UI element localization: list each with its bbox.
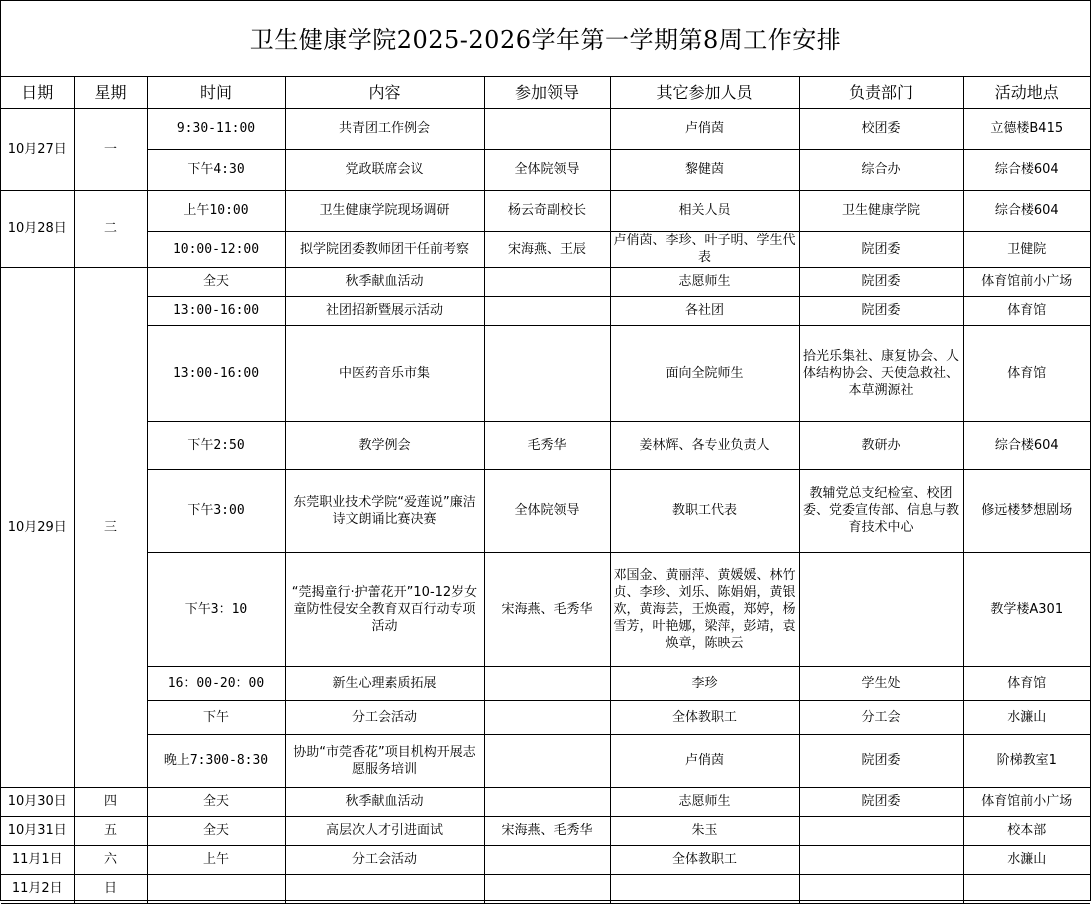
others-cell: 面向全院师生 bbox=[610, 325, 799, 421]
table-row bbox=[1, 149, 1090, 190]
location-cell: 修远楼梦想剧场 bbox=[963, 469, 1090, 552]
location-cell bbox=[963, 874, 1090, 903]
leaders-cell bbox=[484, 108, 610, 149]
department-cell: 校团委 bbox=[799, 108, 963, 149]
time-cell: 下午3：10 bbox=[147, 552, 285, 666]
leaders-cell bbox=[484, 267, 610, 296]
time-cell bbox=[147, 874, 285, 903]
leaders-cell bbox=[484, 666, 610, 700]
location-cell: 校本部 bbox=[963, 816, 1090, 845]
time-cell: 下午2:50 bbox=[147, 421, 285, 469]
leaders-cell bbox=[484, 845, 610, 874]
time-cell: 全天 bbox=[147, 787, 285, 816]
content-cell: 分工会活动 bbox=[285, 700, 484, 734]
location-cell: 综合楼604 bbox=[963, 421, 1090, 469]
time-cell: 下午 bbox=[147, 700, 285, 734]
table-row bbox=[1, 816, 1090, 845]
location-cell: 体育馆 bbox=[963, 666, 1090, 700]
table-row bbox=[1, 845, 1090, 874]
department-cell bbox=[799, 845, 963, 874]
others-cell: 各社团 bbox=[610, 296, 799, 325]
header-time: 时间 bbox=[147, 77, 285, 108]
time-cell: 全天 bbox=[147, 816, 285, 845]
time-cell: 下午4:30 bbox=[147, 149, 285, 190]
header-department: 负责部门 bbox=[799, 77, 963, 108]
header-others: 其它参加人员 bbox=[610, 77, 799, 108]
others-cell: 黎健茵 bbox=[610, 149, 799, 190]
content-cell: 党政联席会议 bbox=[285, 149, 484, 190]
others-cell: 志愿师生 bbox=[610, 787, 799, 816]
weekday-cell: 五 bbox=[74, 816, 147, 845]
leaders-cell bbox=[484, 734, 610, 787]
others-cell: 志愿师生 bbox=[610, 267, 799, 296]
department-cell bbox=[799, 816, 963, 845]
others-cell: 全体教职工 bbox=[610, 845, 799, 874]
others-cell bbox=[610, 874, 799, 903]
others-cell: 朱玉 bbox=[610, 816, 799, 845]
others-cell: 李珍 bbox=[610, 666, 799, 700]
department-cell: 学生处 bbox=[799, 666, 963, 700]
content-cell: 高层次人才引进面试 bbox=[285, 816, 484, 845]
weekday-cell: 四 bbox=[74, 787, 147, 816]
table-row bbox=[1, 874, 1090, 903]
table-row bbox=[1, 787, 1090, 816]
table-row bbox=[1, 700, 1090, 734]
department-cell: 院团委 bbox=[799, 267, 963, 296]
department-cell: 教辅党总支纪检室、校团委、党委宣传部、信息与教育技术中心 bbox=[799, 469, 963, 552]
department-cell: 院团委 bbox=[799, 734, 963, 787]
table-row bbox=[1, 469, 1090, 552]
date-cell: 10月27日 bbox=[1, 108, 74, 190]
schedule-table bbox=[1, 77, 1090, 904]
others-cell: 卢俏茵 bbox=[610, 108, 799, 149]
location-cell: 水濂山 bbox=[963, 845, 1090, 874]
table-row bbox=[1, 190, 1090, 231]
time-cell: 下午3:00 bbox=[147, 469, 285, 552]
location-cell: 体育馆前小广场 bbox=[963, 267, 1090, 296]
department-cell: 院团委 bbox=[799, 231, 963, 267]
table-row bbox=[1, 231, 1090, 267]
leaders-cell: 杨云奇副校长 bbox=[484, 190, 610, 231]
location-cell: 体育馆前小广场 bbox=[963, 787, 1090, 816]
leaders-cell: 宋海燕、王辰 bbox=[484, 231, 610, 267]
leaders-cell: 毛秀华 bbox=[484, 421, 610, 469]
header-date: 日期 bbox=[1, 77, 74, 108]
time-cell: 9:30-11:00 bbox=[147, 108, 285, 149]
header-content: 内容 bbox=[285, 77, 484, 108]
location-cell: 水濂山 bbox=[963, 700, 1090, 734]
weekday-cell: 日 bbox=[74, 874, 147, 903]
content-cell: 社团招新暨展示活动 bbox=[285, 296, 484, 325]
date-cell: 10月29日 bbox=[1, 267, 74, 787]
others-cell: 姜林辉、各专业负责人 bbox=[610, 421, 799, 469]
location-cell: 体育馆 bbox=[963, 296, 1090, 325]
location-cell: 立德楼B415 bbox=[963, 108, 1090, 149]
weekday-cell: 六 bbox=[74, 845, 147, 874]
content-cell: 协助“市莞香花”项目机构开展志愿服务培训 bbox=[285, 734, 484, 787]
table-row bbox=[1, 296, 1090, 325]
content-cell: 秋季献血活动 bbox=[285, 787, 484, 816]
leaders-cell bbox=[484, 874, 610, 903]
time-cell: 16：00-20：00 bbox=[147, 666, 285, 700]
others-cell: 卢俏茵、李珍、叶子明、学生代表 bbox=[610, 231, 799, 267]
time-cell: 上午10:00 bbox=[147, 190, 285, 231]
time-cell: 13:00-16:00 bbox=[147, 296, 285, 325]
others-cell: 邓国金、黄丽萍、黄媛媛、林竹贞、李珍、刘乐、陈娟娟，黄银欢，黄海芸，王焕霞，郑婷，杨雪芳，叶艳娜，梁萍，彭靖，袁焕章，陈映云 bbox=[610, 552, 799, 666]
leaders-cell bbox=[484, 325, 610, 421]
leaders-cell: 宋海燕、毛秀华 bbox=[484, 816, 610, 845]
leaders-cell bbox=[484, 787, 610, 816]
content-cell: 分工会活动 bbox=[285, 845, 484, 874]
content-cell: 共青团工作例会 bbox=[285, 108, 484, 149]
location-cell: 阶梯教室1 bbox=[963, 734, 1090, 787]
header-weekday: 星期 bbox=[74, 77, 147, 108]
content-cell: 新生心理素质拓展 bbox=[285, 666, 484, 700]
location-cell: 综合楼604 bbox=[963, 149, 1090, 190]
date-cell: 11月2日 bbox=[1, 874, 74, 903]
time-cell: 上午 bbox=[147, 845, 285, 874]
others-cell: 卢俏茵 bbox=[610, 734, 799, 787]
department-cell: 院团委 bbox=[799, 787, 963, 816]
leaders-cell: 宋海燕、毛秀华 bbox=[484, 552, 610, 666]
content-cell: 秋季献血活动 bbox=[285, 267, 484, 296]
content-cell: 卫生健康学院现场调研 bbox=[285, 190, 484, 231]
department-cell: 综合办 bbox=[799, 149, 963, 190]
table-row bbox=[1, 267, 1090, 296]
time-cell: 全天 bbox=[147, 267, 285, 296]
leaders-cell: 全体院领导 bbox=[484, 149, 610, 190]
department-cell: 分工会 bbox=[799, 700, 963, 734]
time-cell: 13:00-16:00 bbox=[147, 325, 285, 421]
content-cell: 中医药音乐市集 bbox=[285, 325, 484, 421]
table-row bbox=[1, 552, 1090, 666]
content-cell: 拟学院团委教师团干任前考察 bbox=[285, 231, 484, 267]
time-cell: 10:00-12:00 bbox=[147, 231, 285, 267]
others-cell: 教职工代表 bbox=[610, 469, 799, 552]
leaders-cell bbox=[484, 296, 610, 325]
department-cell: 教研办 bbox=[799, 421, 963, 469]
table-row bbox=[1, 325, 1090, 421]
time-cell: 晚上7:300-8:30 bbox=[147, 734, 285, 787]
date-cell: 11月1日 bbox=[1, 845, 74, 874]
department-cell bbox=[799, 874, 963, 903]
department-cell: 拾光乐集社、康复协会、人体结构协会、天使急救社、本草溯源社 bbox=[799, 325, 963, 421]
date-cell: 10月28日 bbox=[1, 190, 74, 267]
table-row bbox=[1, 734, 1090, 787]
location-cell: 教学楼A301 bbox=[963, 552, 1090, 666]
weekday-cell: 一 bbox=[74, 108, 147, 190]
weekday-cell: 三 bbox=[74, 267, 147, 787]
department-cell bbox=[799, 552, 963, 666]
table-row bbox=[1, 666, 1090, 700]
location-cell: 体育馆 bbox=[963, 325, 1090, 421]
content-cell: 东莞职业技术学院“爱莲说”廉洁诗文朗诵比赛决赛 bbox=[285, 469, 484, 552]
department-cell: 院团委 bbox=[799, 296, 963, 325]
location-cell: 综合楼604 bbox=[963, 190, 1090, 231]
date-cell: 10月31日 bbox=[1, 816, 74, 845]
header-leaders: 参加领导 bbox=[484, 77, 610, 108]
content-cell: 教学例会 bbox=[285, 421, 484, 469]
weekday-cell: 二 bbox=[74, 190, 147, 267]
table-row bbox=[1, 421, 1090, 469]
header-row bbox=[1, 77, 1090, 108]
content-cell bbox=[285, 874, 484, 903]
others-cell: 全体教职工 bbox=[610, 700, 799, 734]
leaders-cell bbox=[484, 700, 610, 734]
department-cell: 卫生健康学院 bbox=[799, 190, 963, 231]
page-title: 卫生健康学院2025-2026学年第一学期第8周工作安排 bbox=[1, 1, 1090, 77]
location-cell: 卫健院 bbox=[963, 231, 1090, 267]
table-row bbox=[1, 108, 1090, 149]
leaders-cell: 全体院领导 bbox=[484, 469, 610, 552]
others-cell: 相关人员 bbox=[610, 190, 799, 231]
date-cell: 10月30日 bbox=[1, 787, 74, 816]
header-location: 活动地点 bbox=[963, 77, 1090, 108]
content-cell: “莞揭童行·护蕾花开”10-12岁女童防性侵安全教育双百行动专项活动 bbox=[285, 552, 484, 666]
